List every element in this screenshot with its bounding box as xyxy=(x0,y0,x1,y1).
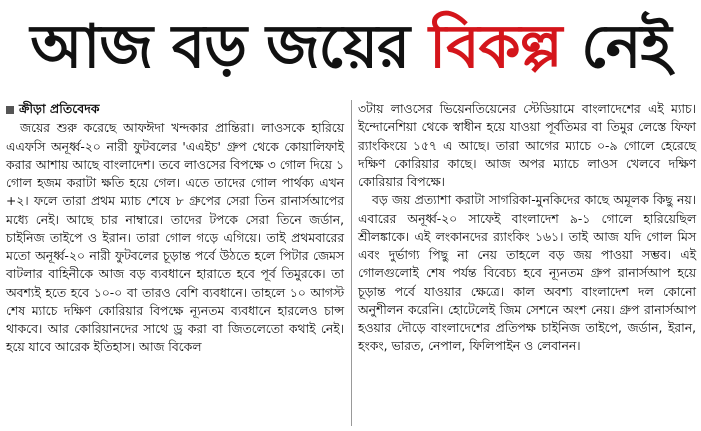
article-column-1 xyxy=(6,100,344,357)
article-column-2 xyxy=(358,100,696,356)
paragraph-1: জয়ের শুরু করেছে আফঈদা খন্দকার প্রান্তিরা। লাওসকে হারিয়ে এএফসি অনূর্ধ্ব-২০ নারী ফুটবলের 'এএইচ' গ্রুপ থেকে কোয়ালিফাই করার আশায় আছে বাংলাদেশ। তবে লাওসের বিপক্ষে ৩ গোল দিয়ে ১ গোল হজম করাটা ক্ষতি হয়ে গেল। এতে তাদের গোল পার্থক্য এখন +২। ফলে তারা প্রথম ম্যাচ শেষে ৮ গ্রুপের সেরা তিন রানার্সআপের মধ্যে নেই। আছে চার নাম্বারে। তাদের টপকে সেরা তিনে জর্ডান, চাইনিজ তাইপে ও ইরান। তারা গোল গড়ে এগিয়ে। তাই প্রথমবারের মতো অনূর্ধ্ব-২০ নারী ফুটবলের চূড়ান্ত পর্বে উঠতে হলে পিটার জেমস বাটলার বাহিনীকে আজ বড় ব্যবধানে হারাতে হবে পূর্ব তিমুরকে। তা অবশ্যই হতে হবে ১০-০ বা তারও বেশি ব্যবধানে। তাহলে ১০ আগস্ট শেষ ম্যাচে দক্ষিণ কোরিয়ার বিপক্ষে ন্যূনতম ব্যবধানে হারলেও চান্স থাকবে। আর কোরিয়ানদের সাথে ড্র করা বা জিতলেতো কথাই নেই। হয়ে যাবে আরেক ইতিহাস। আজ বিকেল xyxy=(6,121,344,355)
paragraph-2: ৩টায় লাওসের ভিয়েনতিয়েনের স্টেডিয়ামে বাংলাদেশের এই ম্যাচ। ইন্দোনেশিয়া থেকে স্বাধীন হয়ে যাওয়া পূর্বতিমর বা তিমুর লেস্তে ফিফা র‍্যাংকিংয়ে ১৫৭ এ আছে। তারা আগের ম্যাচে ০-৯ গোলে হেরেছে দক্ষিণ কোরিয়ার কাছে। আজ অপর ম্যাচে লাওস খেলবে দক্ষিণ কোরিয়ার বিপক্ষে। xyxy=(358,102,696,189)
byline-text: ক্রীড়া প্রতিবেদক xyxy=(19,101,100,116)
byline-square-icon xyxy=(6,106,14,114)
headline-highlight: বিকল্প xyxy=(429,12,562,82)
headline xyxy=(0,4,701,90)
column-divider xyxy=(351,100,352,426)
headline-part-1: আজ বড় জয়ের xyxy=(30,12,430,82)
byline xyxy=(6,100,344,118)
paragraph-3: বড় জয় প্রত্যাশা করাটা সাগরিকা-মুনকিদের কাছে অমূলক কিছু নয়। এবারের অনূর্ধ্ব-২০ সাফেই বাংলাদেশ ৯-১ গোলে হারিয়েছিল শ্রীলঙ্কাকে। এই লংকানদের র‍্যাংকিং ১৬১। তাই আজ যদি গোল মিস এবং দুর্ভাগ্য পিছু না নেয় তাহলে বড় জয় পাওয়া সম্ভব। এই গোলগুলোই শেষ পর্যন্ত বিবেচ্য হবে ন্যূনতম গ্রুপ রানার্সআপ হয়ে চূড়ান্ত পর্বে যাওয়ার ক্ষেত্রে। কাল অবশ্য বাংলাদেশ দল কোনো অনুশীলন করেনি। হোটেলেই জিম সেশনে অংশ নেয়। গ্রুপ রানার্সআপ হওয়ার দৌড়ে বাংলাদেশের প্রতিপক্ষ চাইনিজ তাইপে, জর্ডান, ইরান, হংকং, ভারত, নেপাল, ফিলিপাইন ও লেবানন। xyxy=(358,193,696,354)
headline-part-3: নেই xyxy=(561,12,671,82)
